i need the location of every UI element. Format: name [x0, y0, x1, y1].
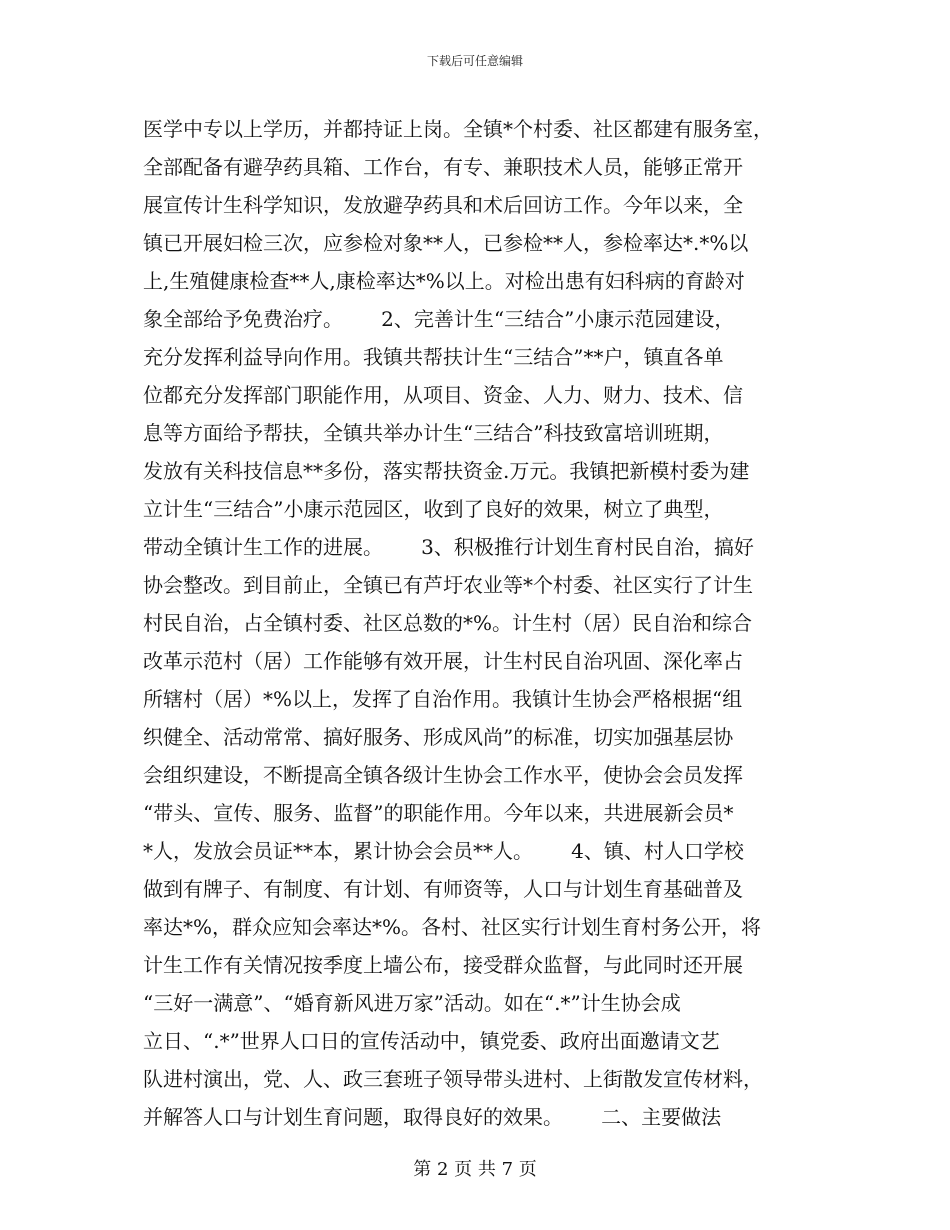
text-line: 发放有关科技信息**多份，落实帮扶资金.万元。我镇把新模村委为建 [143, 459, 750, 483]
text-line: 展宣传计生科学知识，发放避孕药具和术后回访工作。今年以来，全 [143, 193, 743, 217]
text-line: *人，发放会员证**本，累计协会会员**人。 4、镇、村人口学校 [143, 839, 744, 863]
document-body [143, 110, 813, 1136]
text-line: “带头、宣传、服务、监督”的职能作用。今年以来，共进展新会员* [143, 801, 734, 825]
text-line: 上,生殖健康检查**人,康检率达*%以上。对检出患有妇科病的育龄对 [143, 269, 745, 293]
text-line: 所辖村（居）*%以上，发挥了自治作用。我镇计生协会严格根据“组 [143, 687, 743, 711]
text-line: 镇已开展妇检三次，应参检对象**人，已参检**人，参检率达*.*%以 [143, 231, 749, 255]
text-line: 充分发挥利益导向作用。我镇共帮扶计生“三结合”**户，镇直各单 [143, 345, 724, 369]
text-line: 立日、“.*”世界人口日的宣传活动中，镇党委、政府出面邀请文艺 [143, 1029, 720, 1053]
text-line: 全部配备有避孕药具箱、工作台，有专、兼职技术人员，能够正常开 [143, 155, 743, 179]
text-line: 协会整改。到目前止，全镇已有芦圩农业等*个村委、社区实行了计生 [143, 573, 753, 597]
text-line: 队进村演出，党、人、政三套班子领导带头进村、上街散发宣传材料， [143, 1067, 763, 1091]
text-line: 医学中专以上学历，并都持证上岗。全镇*个村委、社区都建有服务室， [143, 117, 773, 141]
text-line: 改革示范村（居）工作能够有效开展，计生村民自治巩固、深化率占 [143, 649, 743, 673]
text-line: 计生工作有关情况按季度上墙公布，接受群众监督，与此同时还开展 [143, 953, 743, 977]
text-line: 并解答人口与计划生育问题，取得良好的效果。 二、主要做法 [143, 1105, 722, 1129]
text-line: 位都充分发挥部门职能作用，从项目、资金、人力、财力、技术、信 [143, 383, 743, 407]
text-line: 立计生“三结合”小康示范园区，收到了良好的效果，树立了典型， [143, 497, 724, 521]
text-line: 带动全镇计生工作的进展。 3、积极推行计划生育村民自治，搞好 [143, 535, 754, 559]
text-line: 率达*%，群众应知会率达*%。各村、社区实行计划生育村务公开，将 [143, 915, 762, 939]
text-line: 村民自治，占全镇村委、社区总数的*%。计生村（居）民自治和综合 [143, 611, 753, 635]
text-line: 息等方面给予帮扶，全镇共举办计生“三结合”科技致富培训班期， [143, 421, 724, 445]
text-line: 象全部给予免费治疗。 2、完善计生“三结合”小康示范园建设， [143, 307, 735, 331]
text-line: 织健全、活动常常、搞好服务、形成风尚”的标准，切实加强基层协 [143, 725, 734, 749]
page-header: 下载后可任意编辑 [426, 54, 523, 68]
text-line: “三好一满意”、“婚育新风进万家”活动。如在“.*”计生协会成 [143, 991, 681, 1015]
text-line: 会组织建设，不断提高全镇各级计生协会工作水平，使协会会员发挥 [143, 763, 743, 787]
page-number: 第 2 页 共 7 页 [413, 1159, 537, 1180]
text-line: 做到有牌子、有制度、有计划、有师资等，人口与计划生育基础普及 [143, 877, 743, 901]
